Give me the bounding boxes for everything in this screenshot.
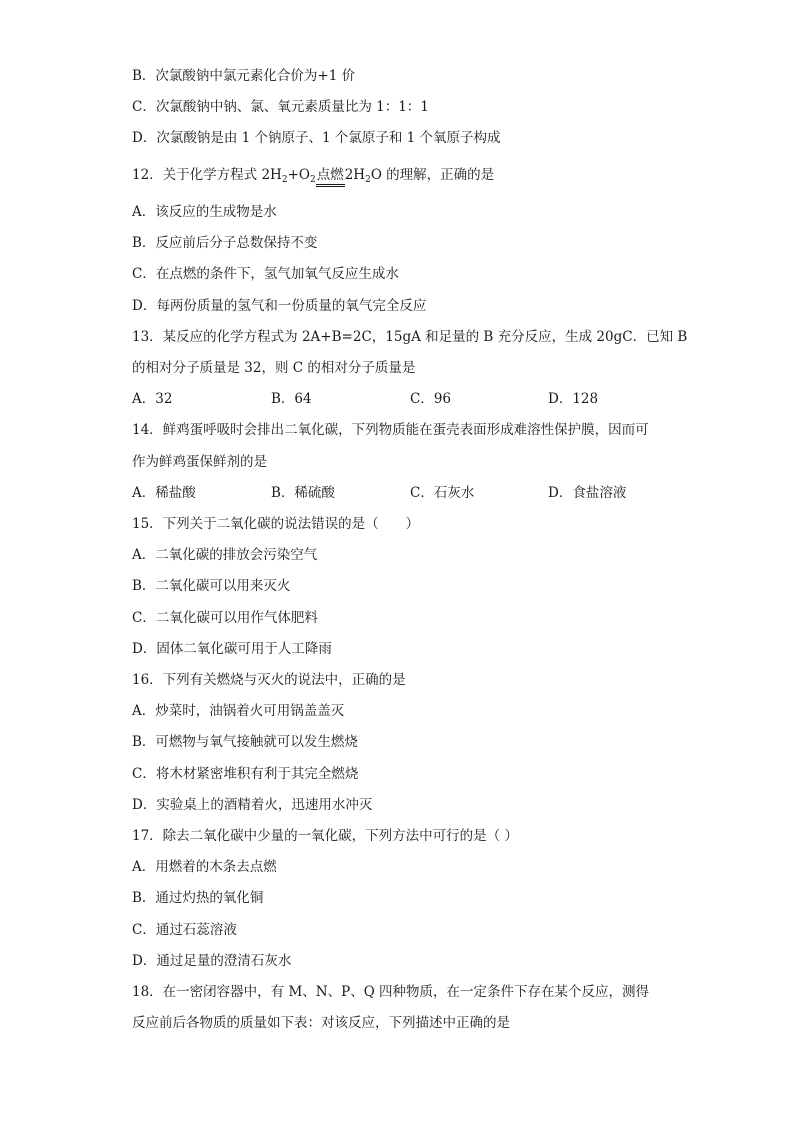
q14-option-c: C．石灰水: [410, 485, 475, 501]
q15-option-d: D．固体二氧化碳可用于人工降雨: [132, 641, 332, 657]
q17-option-d: D．通过足量的澄清石灰水: [132, 953, 292, 969]
q16-option-a: A．炒菜时，油锅着火可用锅盖盖灭: [132, 703, 345, 719]
q13-option-d: D．128: [548, 391, 599, 407]
q16-option-c: C．将木材紧密堆积有利于其完全燃烧: [132, 766, 359, 782]
q12-stem-prefix: 12．关于化学方程式 2H: [132, 167, 282, 183]
q17-option-b: B．通过灼热的氧化铜: [132, 890, 264, 906]
q12-stem: [132, 166, 494, 184]
q15-stem: 15．下列关于二氧化碳的说法错误的是（ ）: [132, 516, 420, 532]
q13-option-b: B．64: [271, 391, 312, 407]
q11-option-d: D．次氯酸钠是由 1 个钠原子、1 个氯原子和 1 个氧原子构成: [132, 130, 501, 146]
q12-stem-suffix: O 的理解，正确的是: [370, 167, 495, 183]
q13-option-c: C．96: [410, 391, 452, 407]
q12-sub-h2: 2: [281, 175, 288, 185]
q12-option-d: D．每两份质量的氢气和一份质量的氧气完全反应: [132, 298, 427, 314]
q16-option-d: D．实验桌上的酒精着火，迅速用水冲灭: [132, 797, 373, 813]
q16-option-b: B．可燃物与氧气接触就可以发生燃烧: [132, 734, 358, 750]
q18-stem-line2: 反应前后各物质的质量如下表：对该反应，下列描述中正确的是: [132, 1015, 510, 1031]
q14-option-a: A．稀盐酸: [132, 485, 196, 501]
q17-option-c: C．通过石蕊溶液: [132, 922, 237, 938]
q12-sub-h2o: 2: [365, 175, 371, 185]
q12-plus-o: +O: [287, 167, 310, 183]
q12-option-a: A．该反应的生成物是水: [132, 204, 277, 220]
q13-option-a: A．32: [132, 391, 173, 407]
q18-stem-line1: 18．在一密闭容器中，有 M、N、P、Q 四种物质，在一定条件下存在某个反应，测得: [132, 984, 650, 1000]
q15-option-b: B．二氧化碳可以用来灭火: [132, 578, 291, 594]
q11-option-c: C．次氯酸钠中钠、氯、氧元素质量比为 1：1：1: [132, 99, 429, 115]
q12-option-c: C．在点燃的条件下，氢气加氧气反应生成水: [132, 266, 399, 282]
q14-option-d: D．食盐溶液: [548, 485, 627, 501]
q12-product: 2H: [344, 167, 366, 183]
q15-option-c: C．二氧化碳可以用作气体肥料: [132, 610, 318, 626]
q17-option-a: A．用燃着的木条去点燃: [132, 859, 277, 875]
q17-stem: 17．除去二氧化碳中少量的一氧化碳，下列方法中可行的是（ ）: [132, 828, 518, 844]
q12-sub-o2: 2: [309, 175, 316, 185]
q13-stem-line2: 的相对分子质量是 32，则 C 的相对分子质量是: [132, 360, 416, 376]
q11-option-b: B．次氯酸钠中氯元素化合价为+1 价: [132, 68, 356, 84]
q13-stem-line1: 13．某反应的化学方程式为 2A+B=2C，15gA 和足量的 B 充分反应，生成 20gC．已知 B: [132, 329, 688, 345]
q12-option-b: B．反应前后分子总数保持不变: [132, 235, 318, 251]
q14-option-b: B．稀硫酸: [271, 485, 335, 501]
q14-stem-line1: 14．鲜鸡蛋呼吸时会排出二氧化碳，下列物质能在蛋壳表面形成难溶性保护膜，因而可: [132, 422, 649, 438]
q12-reaction-condition: 点燃: [316, 167, 344, 183]
q16-stem: 16．下列有关燃烧与灭火的说法中，正确的是: [132, 672, 406, 688]
q14-stem-line2: 作为鲜鸡蛋保鲜剂的是: [132, 454, 267, 470]
q15-option-a: A．二氧化碳的排放会污染空气: [132, 547, 318, 563]
